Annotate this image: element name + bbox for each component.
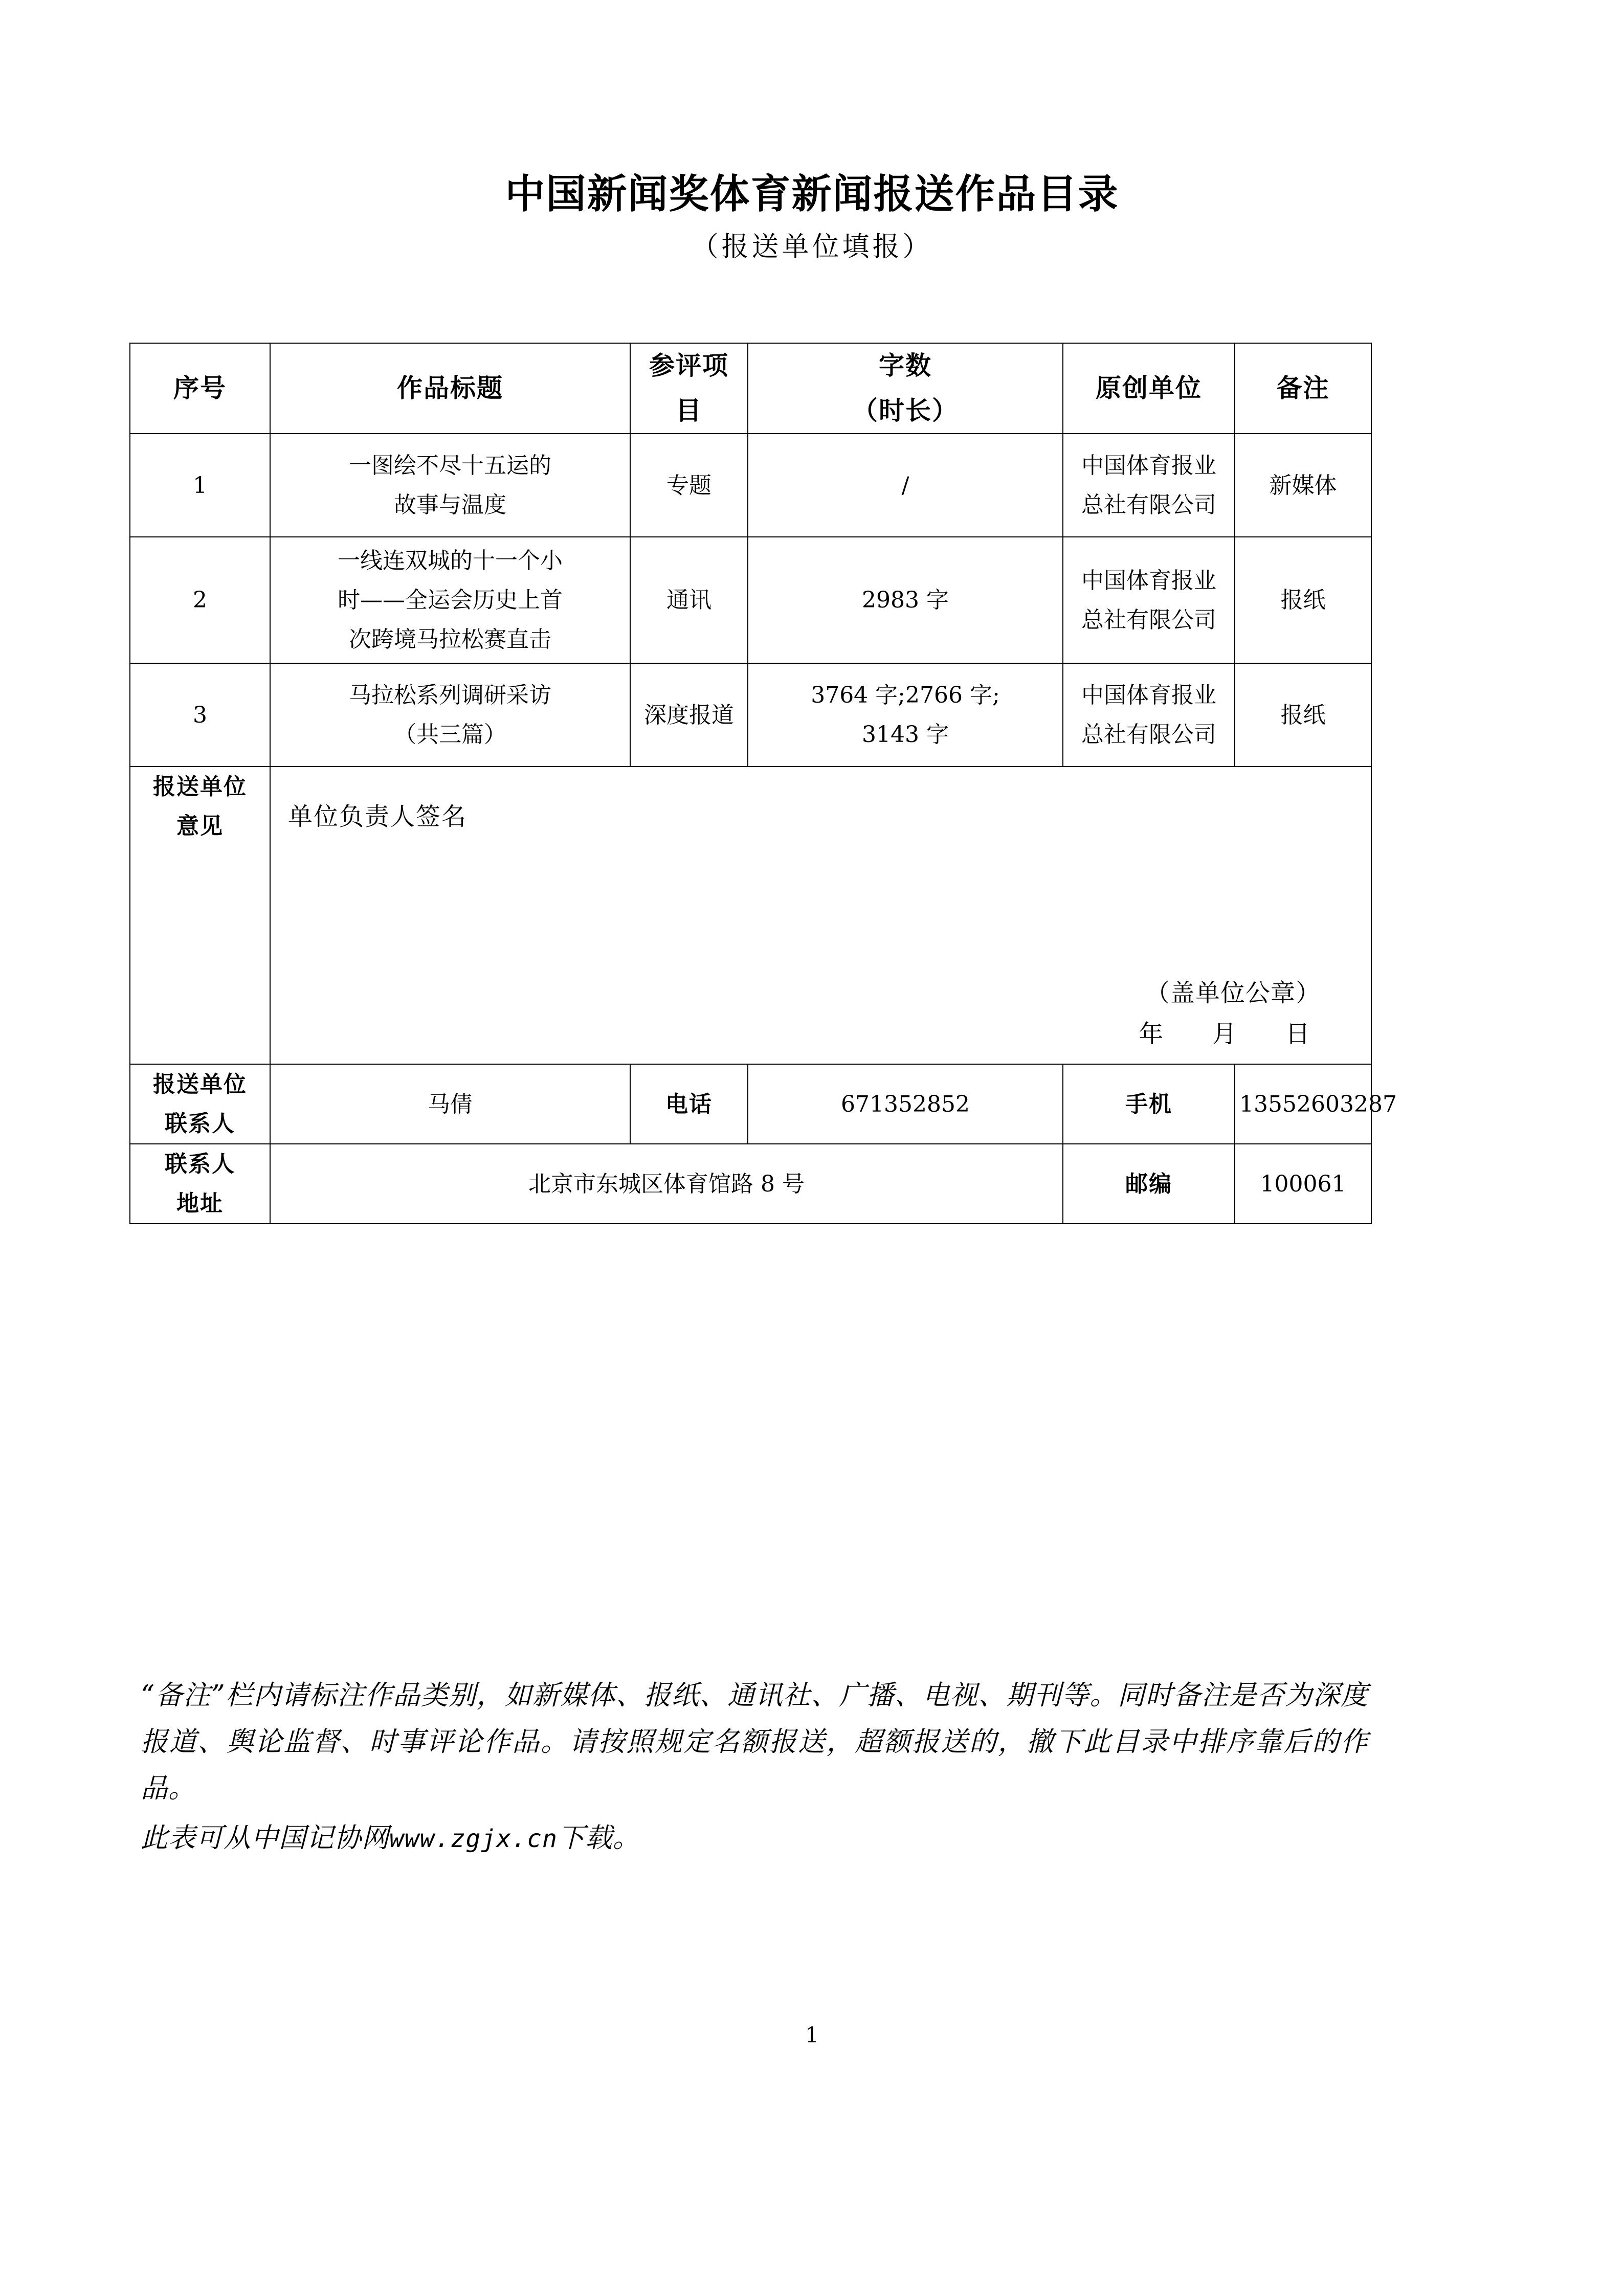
- contact-phone-label: 电话: [630, 1064, 748, 1144]
- header-work-title: 作品标题: [270, 343, 630, 434]
- row1-work-title: [270, 434, 630, 537]
- address-label: [130, 1144, 270, 1224]
- row3-remark: 报纸: [1235, 663, 1371, 767]
- row2-index: 2: [130, 537, 270, 663]
- row2-work-title: [270, 537, 630, 663]
- contact-name-value: 马倩: [270, 1064, 630, 1144]
- row1-origin-unit: [1063, 434, 1235, 537]
- note-paragraph-2: [141, 1815, 1368, 1861]
- page-number: 1: [805, 2022, 819, 2047]
- row3-origin-unit: [1063, 663, 1235, 767]
- opinion-date-line: [1139, 1012, 1310, 1055]
- row2-origin-line2: 总社有限公司: [1081, 606, 1216, 633]
- row1-title-line2: 故事与温度: [394, 492, 506, 518]
- footer-notes: [141, 1672, 1368, 1862]
- opinion-seal-label: （盖单位公章）: [1145, 979, 1321, 1007]
- table-header-row: [130, 343, 1371, 434]
- row1-origin-line1: 中国体育报业: [1081, 453, 1216, 479]
- opinion-content-cell: [270, 767, 1371, 1064]
- note-paragraph-1: “备注”栏内请标注作品类别，如新媒体、报纸、通讯社、广播、电视、期刊等。同时备注是否为深度报道、舆论监督、时事评论作品。请按照规定名额报送，超额报送的，撤下此目录中排序靠后的作品。: [141, 1680, 1368, 1805]
- title-block: [0, 0, 1624, 262]
- page-subtitle: （报送单位填报）: [691, 231, 933, 262]
- row2-title-line3: 次跨境马拉松赛直击: [349, 626, 551, 652]
- row2-remark: 报纸: [1235, 537, 1371, 663]
- row3-work-title: [270, 663, 630, 767]
- row1-category: 专题: [630, 434, 748, 537]
- table-row: [130, 537, 1371, 663]
- note2-suffix: 下载。: [557, 1822, 640, 1854]
- row3-word-count-line1: 3764 字;2766 字;: [811, 682, 1000, 708]
- opinion-label: [130, 767, 270, 1064]
- row1-remark: 新媒体: [1235, 434, 1371, 537]
- row3-index: 3: [130, 663, 270, 767]
- header-remark: 备注: [1235, 343, 1371, 434]
- opinion-row: [130, 767, 1371, 1064]
- row3-origin-line1: 中国体育报业: [1081, 682, 1216, 708]
- contact-phone-value: 671352852: [748, 1064, 1063, 1144]
- contact-row: [130, 1064, 1371, 1144]
- postcode-label: 邮编: [1063, 1144, 1235, 1224]
- address-label-line1: 联系人: [165, 1151, 235, 1177]
- header-index: 序号: [130, 343, 270, 434]
- opinion-body: [275, 767, 1367, 1064]
- table-row: [130, 434, 1371, 537]
- header-word-count-line1: 字数: [879, 351, 932, 380]
- row2-title-line1: 一线连双城的十一个小: [338, 548, 563, 574]
- header-category: [630, 343, 748, 434]
- row3-title-line2: （共三篇）: [394, 722, 506, 748]
- address-row: [130, 1144, 1371, 1224]
- row2-word-count: 2983 字: [748, 537, 1063, 663]
- table-row: [130, 663, 1371, 767]
- opinion-date-year: 年: [1139, 1020, 1164, 1048]
- contact-label-line1: 报送单位: [153, 1071, 247, 1097]
- address-label-line2: 地址: [176, 1190, 224, 1217]
- row1-word-count: /: [748, 434, 1063, 537]
- header-word-count: [748, 343, 1063, 434]
- opinion-date-month: 月: [1212, 1020, 1237, 1048]
- row2-origin-line1: 中国体育报业: [1081, 567, 1216, 594]
- opinion-signature-label: 单位负责人签名: [288, 802, 468, 831]
- submission-form-table-wrapper: [129, 343, 1397, 1224]
- contact-label: [130, 1064, 270, 1144]
- row2-title-line2: 时——全运会历史上首: [338, 587, 563, 613]
- header-word-count-line2: （时长）: [852, 395, 959, 425]
- row3-title-line1: 马拉松系列调研采访: [349, 682, 551, 708]
- opinion-date-day: 日: [1285, 1020, 1310, 1048]
- row2-origin-unit: [1063, 537, 1235, 663]
- row3-category: 深度报道: [630, 663, 748, 767]
- header-category-line2: 目: [676, 395, 702, 425]
- opinion-label-line2: 意见: [176, 813, 224, 839]
- page-title: 中国新闻奖体育新闻报送作品目录: [505, 171, 1119, 217]
- row3-word-count-line2: 3143 字: [862, 722, 949, 748]
- row1-index: 1: [130, 434, 270, 537]
- row3-word-count: [748, 663, 1063, 767]
- row1-origin-line2: 总社有限公司: [1081, 492, 1216, 518]
- postcode-value: 100061: [1235, 1144, 1371, 1224]
- note2-prefix: 此表可从中国记协网: [141, 1822, 389, 1854]
- row3-origin-line2: 总社有限公司: [1081, 722, 1216, 748]
- row1-title-line1: 一图绘不尽十五运的: [349, 453, 551, 479]
- contact-label-line2: 联系人: [165, 1111, 235, 1137]
- address-value: 北京市东城区体育馆路 8 号: [270, 1144, 1063, 1224]
- header-origin-unit: 原创单位: [1063, 343, 1235, 434]
- contact-mobile-value: 13552603287: [1235, 1064, 1371, 1144]
- submission-form-table: [129, 343, 1397, 1224]
- row2-category: 通讯: [630, 537, 748, 663]
- opinion-label-line1: 报送单位: [153, 774, 247, 800]
- header-category-line1: 参评项: [649, 351, 729, 380]
- contact-mobile-label: 手机: [1063, 1064, 1235, 1144]
- zgjx-website-url: www.zgjx.cn: [389, 1825, 558, 1854]
